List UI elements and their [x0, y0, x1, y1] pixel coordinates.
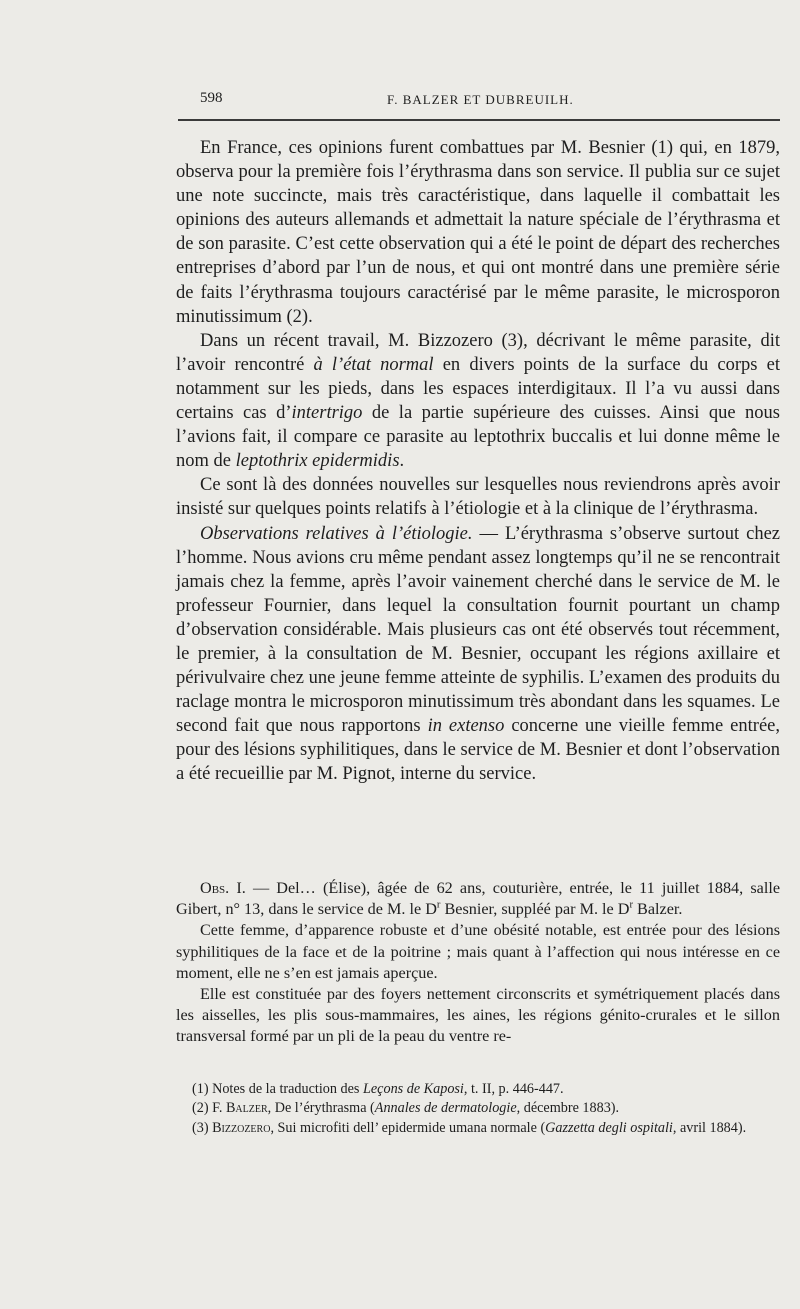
section-title-etiologie: Observations relatives à l’étiologie.: [200, 523, 473, 544]
paragraph-2-text-d: .: [399, 451, 405, 472]
superscript-r-2: r: [629, 899, 633, 911]
italic-etat-normal: à l’état normal: [313, 354, 434, 375]
footnote-2: [176, 1099, 780, 1118]
paragraph-2-text-c: de la partie supérieure des cuisses. Ainsi que nous l’avions fait, il compare ce parasite au leptothrix buccalis et lui donne même le nom de: [176, 403, 780, 472]
main-text: [176, 136, 780, 787]
observation-block: [176, 878, 780, 1048]
running-head: F. BALZER ET DUBREUILH.: [387, 92, 574, 107]
italic-intertrigo: intertrigo: [291, 403, 363, 424]
paragraph-4-text-a: — L’érythrasma s’observe surtout chez l’homme. Nous avions cru même pendant assez longtemps qu’il ne se rencontrait jamais chez la femme, après l’avoir vainement cherché dans le service de M. le professeur Fournier, dans lequel la consultation fournit pourtant un champ d’observation considérable. Mais plusieurs cas ont été observés tout récemment, le premier, à la consultation de M. Besnier, occupant les régions axillaire et périvulvaire chez une jeune femme atteinte de syphilis. L’examen des produits du raclage montra le microsporon minutissimum très abondant dans les squames. Le second fait que nous rapportons: [176, 523, 780, 737]
observation-paragraph-3: Elle est constituée par des foyers nettement circonscrits et symétriquement placés dans les aisselles, les plis sous-mammaires, les aines, les régions génito-crurales et le sillon transversal formé par un pli de la peau du ventre re-: [176, 985, 780, 1046]
footnote-3-number: (3): [192, 1119, 213, 1136]
paragraph-2-text-a: Dans un récent travail, M. Bizzozero (3), décrivant le même parasite, dit l’avoir rencontré: [176, 330, 780, 375]
footnote-2-number: (2): [192, 1100, 213, 1117]
observation-text-a: — Del… (Élise), âgée de 62 ans, couturière, entrée, le 11 juillet 1884, salle Gibert, n° 13, dans le service de M. le D: [176, 879, 780, 919]
footnote-2-text-b: , décembre 1883).: [516, 1100, 620, 1117]
paragraph-3: Ce sont là des données nouvelles sur lesquelles nous reviendrons après avoir insisté sur quelques points relatifs à l’étiologie et à la clinique de l’érythrasma.: [176, 475, 780, 520]
paragraph-4-text-b: concerne une vieille femme entrée, pour des lésions syphilitiques, dans le service de M. Besnier et dont l’observation a été recueillie par M. Pignot, interne du service.: [176, 716, 780, 785]
footnote-3-text-a: , Sui microfiti dell’ epidermide umana normale (: [270, 1119, 546, 1136]
footnote-3: [176, 1119, 780, 1138]
footnote-3-text-b: , avril 1884).: [672, 1119, 747, 1136]
footnote-3-author: Bizzozero: [212, 1119, 271, 1136]
paragraph-2: [176, 329, 780, 474]
italic-leptothrix: leptothrix epidermidis: [235, 451, 400, 472]
footnote-1: [176, 1080, 780, 1099]
page-header: [200, 90, 780, 112]
observation-text-c: Balzer.: [633, 900, 683, 919]
page-number: 598: [200, 90, 223, 106]
observation-label: Obs. I.: [200, 879, 246, 897]
observation-intro: [176, 878, 780, 920]
footnote-2-italic: Annales de dermatologie: [374, 1100, 517, 1117]
observation-paragraph-2: Cette femme, d’apparence robuste et d’une obésité notable, est entrée pour des lésions syphilitiques de la face et de la poitrine ; mais quant à l’affection qui nous intéresse en ce moment, elle ne s’en est jamais aperçue.: [176, 921, 780, 982]
footnote-3-italic: Gazzetta degli ospitali: [545, 1119, 673, 1136]
footnote-1-italic: Leçons de Kaposi: [362, 1081, 464, 1097]
observation-text-b: Besnier, suppléé par M. le D: [440, 900, 630, 919]
footnote-2-text-a: , De l’érythrasma (: [267, 1100, 375, 1117]
footnote-2-author: F. Balzer: [212, 1100, 268, 1117]
footnotes: [176, 1080, 780, 1138]
footnote-1-text-a: (1) Notes de la traduction des: [192, 1081, 363, 1097]
paragraph-1: En France, ces opinions furent combattues par M. Besnier (1) qui, en 1879, observa pour la première fois l’érythrasma dans son service. Il publia sur ce sujet une note succincte, mais très caractéristique, dans laquelle il combattait les opinions des auteurs allemands et admettait la nature spéciale de l’érythrasma et de son parasite. C’est cette observation qui a été le point de départ des recherches entreprises d’abord par l’un de nous, et qui ont montré dans une première série de faits l’érythrasma toujours caractérisé par le même parasite, le microsporon minutissimum (2).: [176, 138, 780, 327]
italic-in-extenso: in extenso: [427, 716, 505, 737]
paragraph-4: [176, 522, 780, 787]
footnote-1-text-b: , t. II, p. 446-447.: [463, 1081, 564, 1097]
superscript-r-1: r: [436, 899, 441, 911]
paragraph-2-text-b: en divers points de la surface du corps et notamment sur les pieds, dans les espaces interdigitaux. Il l’a vu aussi dans certains cas d’: [176, 354, 780, 424]
header-rule: [178, 119, 780, 121]
